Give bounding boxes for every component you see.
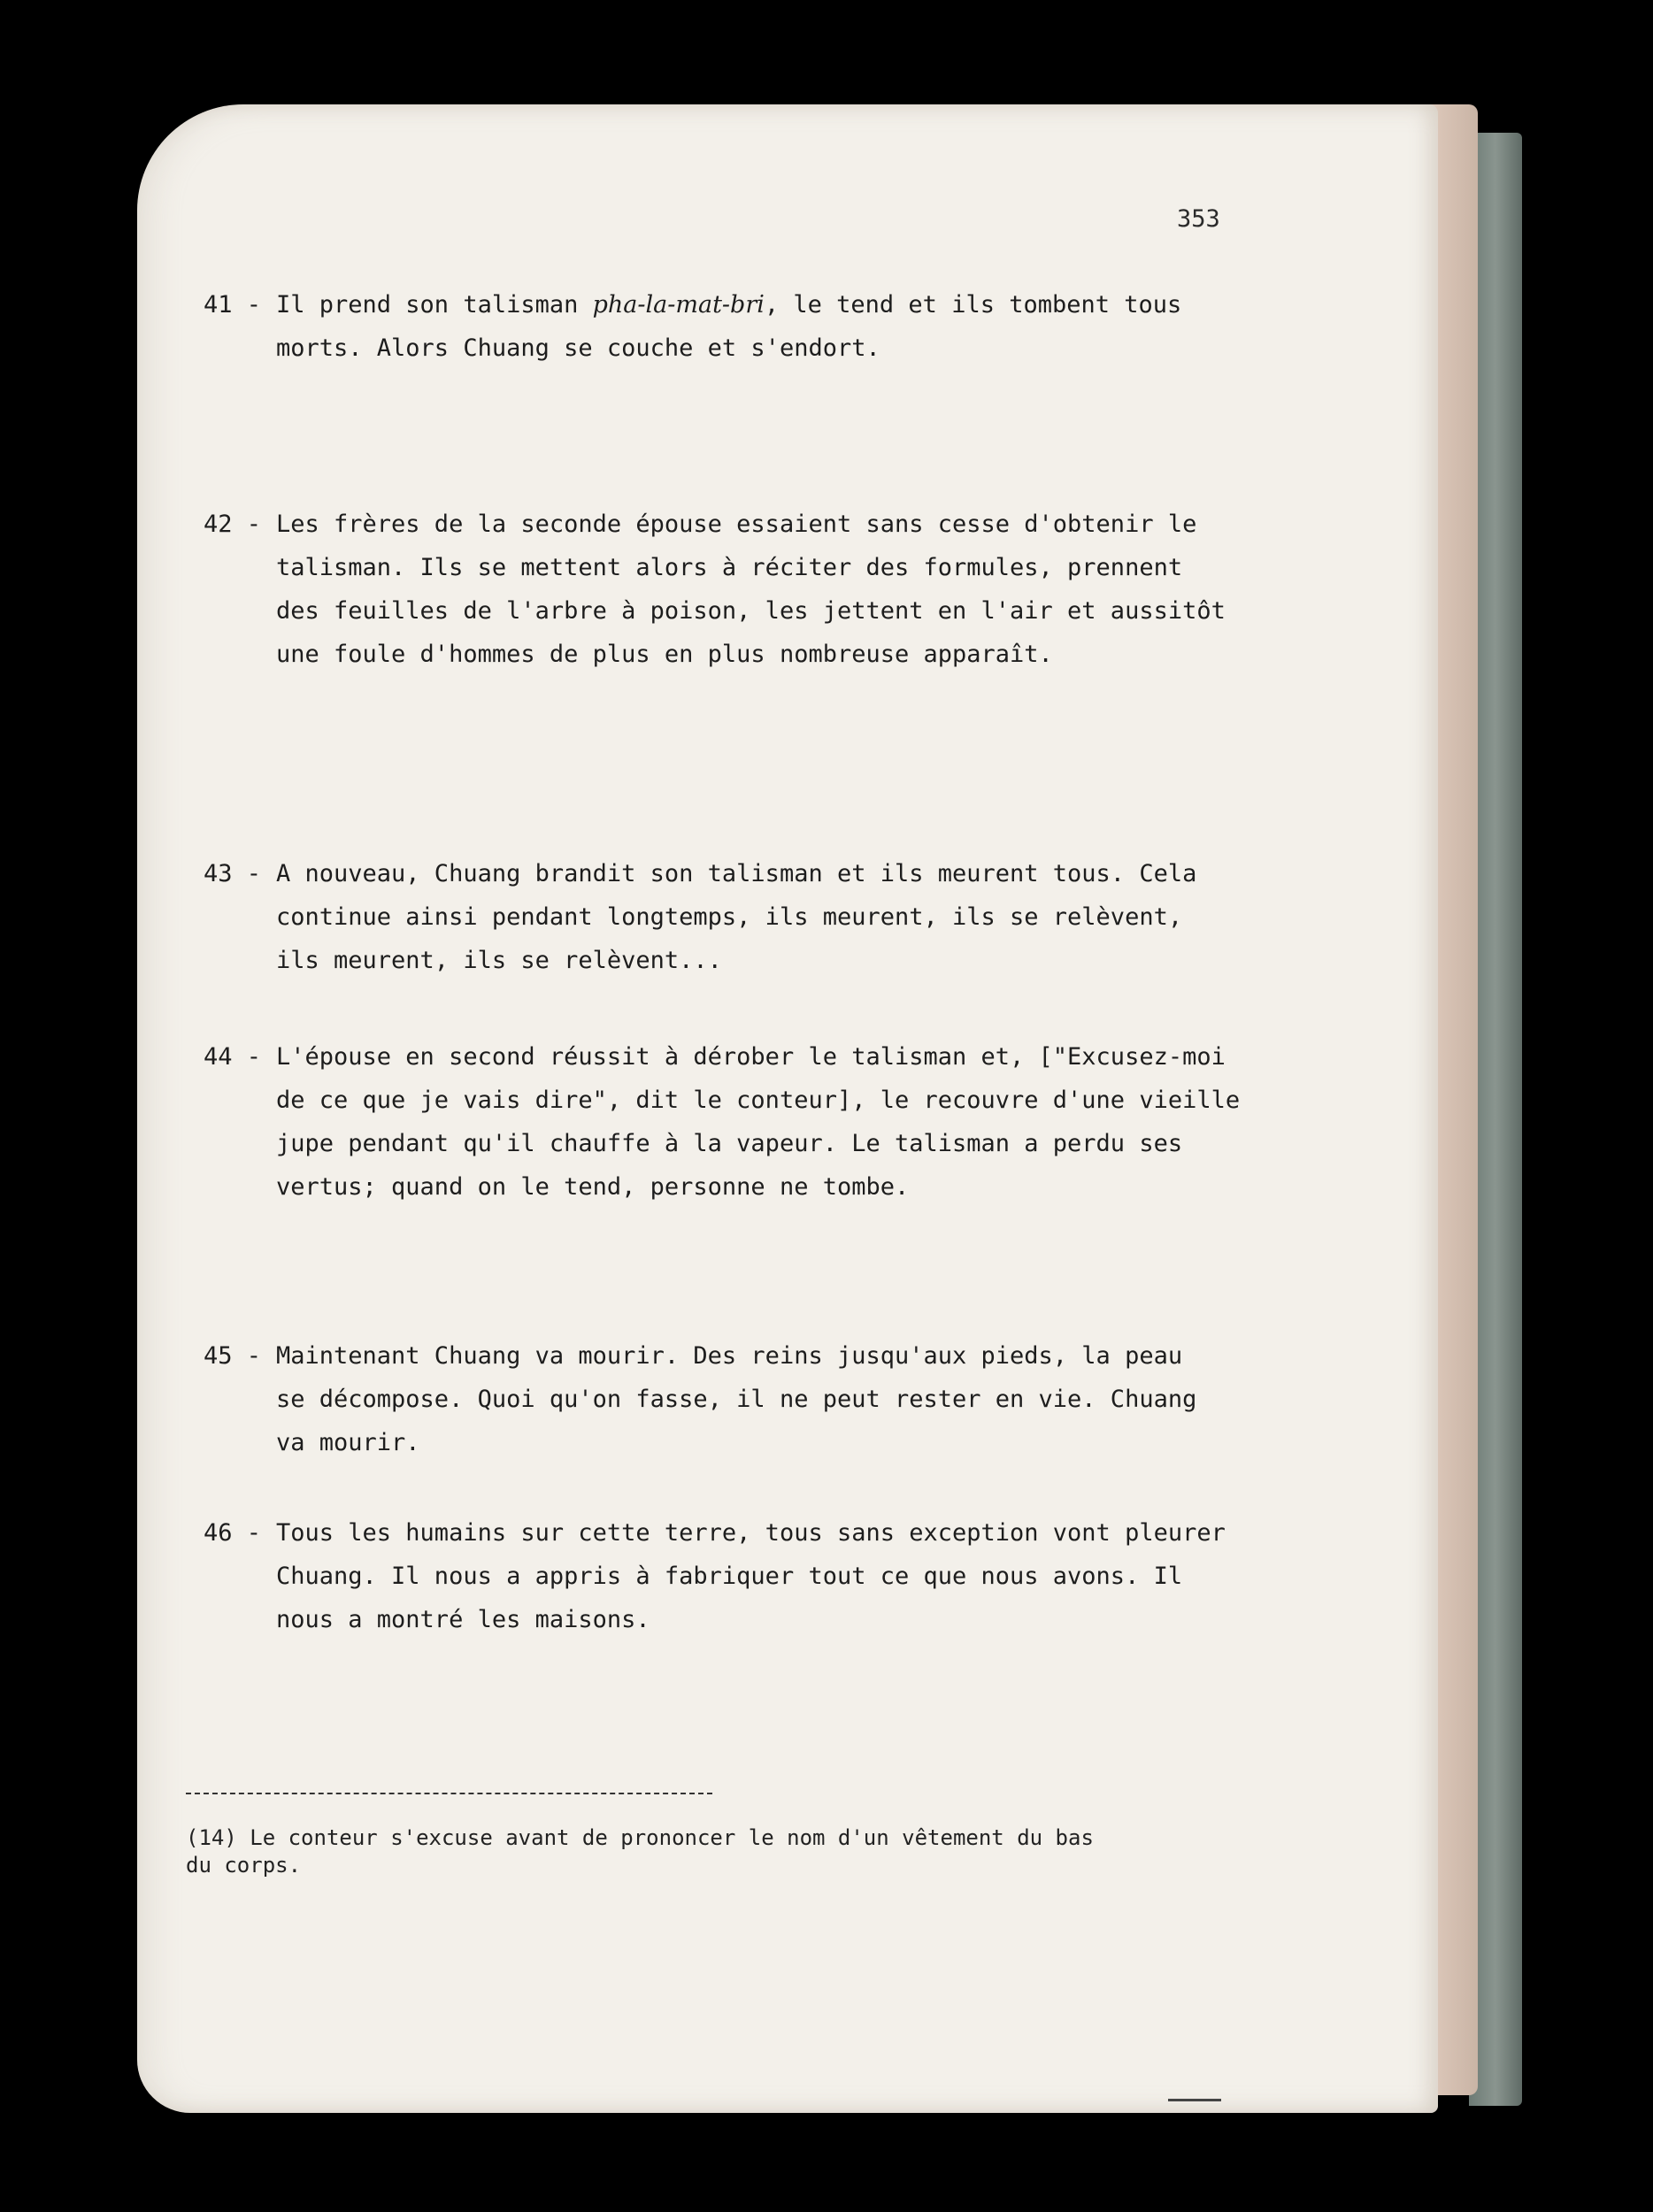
paragraph-line: Chuang. Il nous a appris à fabriquer tout ce que nous avons. Il — [276, 1563, 1183, 1590]
paragraph-line: Il prend son talisman pha-la-mat-bri, le tend et ils tombent tous — [276, 291, 1182, 319]
paragraph-42 — [204, 503, 1265, 676]
paragraph-line: Les frères de la seconde épouse essaient sans cesse d'obtenir le — [276, 511, 1197, 538]
page-number: 353 — [1177, 205, 1220, 233]
paragraph-number: 44 - — [204, 1043, 262, 1071]
paragraph-line: des feuilles de l'arbre à poison, les jettent en l'air et aussitôt — [276, 597, 1226, 625]
paragraph-number: 41 - — [204, 291, 262, 319]
italic-term: pha-la-mat-bri — [592, 291, 765, 319]
paragraph-line: Tous les humains sur cette terre, tous sans exception vont pleurer — [276, 1519, 1226, 1547]
footnote-line: (14) Le conteur s'excuse avant de prononcer le nom d'un vêtement du bas — [186, 1825, 1094, 1850]
paragraph-45 — [204, 1334, 1265, 1464]
paragraph-line: ils meurent, ils se relèvent... — [276, 947, 722, 974]
paragraph-number: 45 - — [204, 1342, 262, 1370]
paragraph-line: morts. Alors Chuang se couche et s'endort. — [276, 334, 880, 362]
paragraph-line: de ce que je vais dire", dit le conteur], le recouvre d'une vieille — [276, 1087, 1241, 1114]
paragraph-line: talisman. Ils se mettent alors à réciter des formules, prennent — [276, 554, 1183, 581]
paragraph-number: 46 - — [204, 1519, 262, 1547]
paragraph-number: 43 - — [204, 860, 262, 887]
paragraph-line: va mourir. — [276, 1429, 420, 1456]
paragraph-46 — [204, 1511, 1265, 1641]
paragraph-line: une foule d'hommes de plus en plus nombreuse apparaît. — [276, 641, 1053, 668]
paragraph-line: Maintenant Chuang va mourir. Des reins jusqu'aux pieds, la peau — [276, 1342, 1183, 1370]
paragraph-line: jupe pendant qu'il chauffe à la vapeur. Le talisman a perdu ses — [276, 1130, 1183, 1157]
paragraph-line: vertus; quand on le tend, personne ne tombe. — [276, 1173, 910, 1201]
page-mark — [1168, 2099, 1221, 2101]
footnote — [186, 1824, 1265, 1879]
paragraph-41 — [204, 283, 1265, 370]
footnote-divider — [186, 1793, 712, 1794]
paragraph-43 — [204, 852, 1265, 982]
paragraph-line: se décompose. Quoi qu'on fasse, il ne peut rester en vie. Chuang — [276, 1386, 1197, 1413]
paragraph-line: nous a montré les maisons. — [276, 1606, 650, 1633]
paragraph-line: A nouveau, Chuang brandit son talisman et ils meurent tous. Cela — [276, 860, 1197, 887]
paragraph-number: 42 - — [204, 511, 262, 538]
paragraph-44 — [204, 1035, 1265, 1209]
paragraph-line: L'épouse en second réussit à dérober le talisman et, ["Excusez-moi — [276, 1043, 1226, 1071]
paragraph-line: continue ainsi pendant longtemps, ils meurent, ils se relèvent, — [276, 903, 1183, 931]
footnote-line: du corps. — [186, 1853, 302, 1878]
